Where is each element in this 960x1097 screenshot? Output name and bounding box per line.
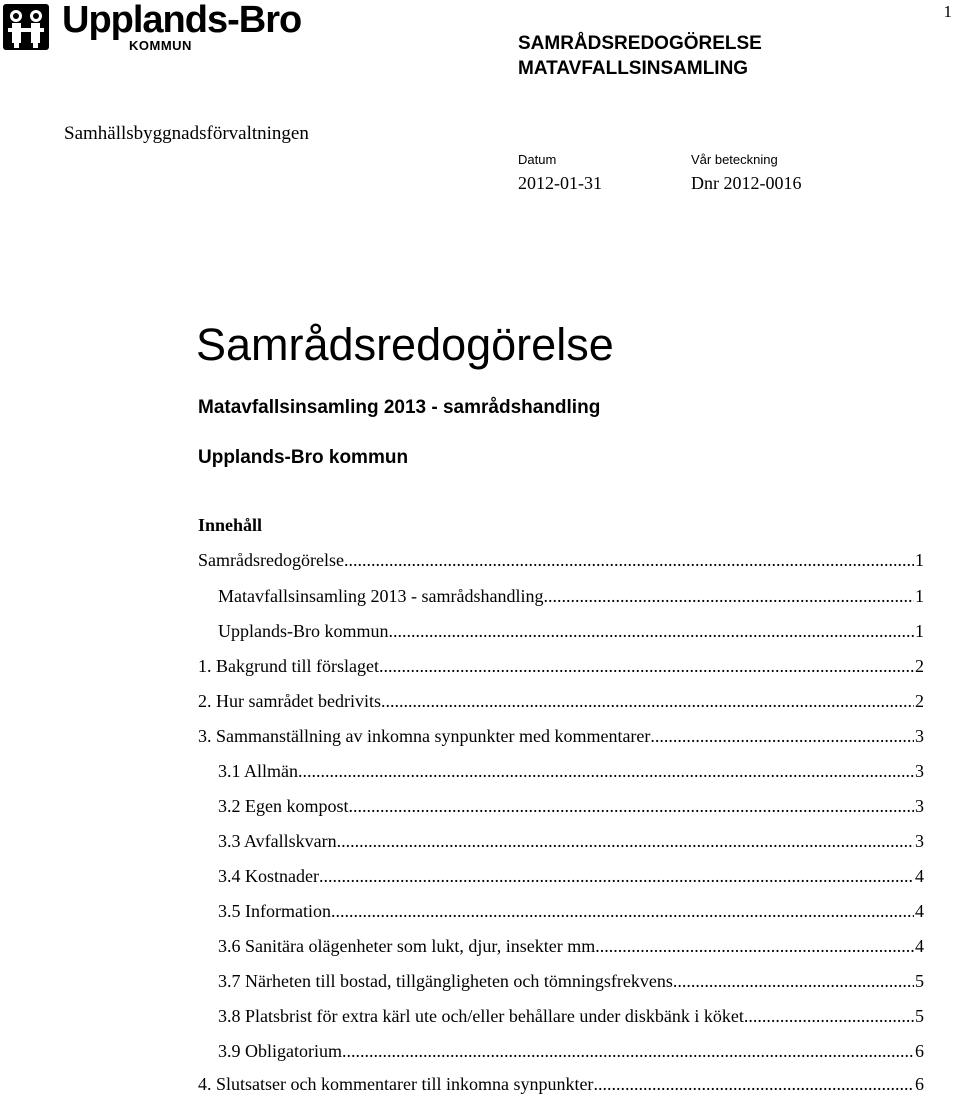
document-type-line-1: SAMRÅDSREDOGÖRELSE bbox=[518, 33, 762, 54]
toc-entry[interactable] bbox=[218, 935, 924, 957]
toc-leader bbox=[331, 900, 914, 922]
toc-entry[interactable] bbox=[218, 970, 924, 992]
toc-leader bbox=[543, 585, 914, 607]
toc-leader bbox=[342, 1040, 914, 1062]
toc-entry[interactable] bbox=[198, 655, 924, 677]
toc-entry-text: Samrådsredogörelse bbox=[198, 550, 344, 570]
municipal-emblem-icon bbox=[2, 2, 50, 52]
reference-value: Dnr 2012-0016 bbox=[691, 173, 802, 193]
toc-entry-text: 3.2 Egen kompost bbox=[218, 796, 349, 816]
toc-entry-page: 3 bbox=[915, 796, 924, 816]
toc-leader bbox=[381, 690, 914, 712]
document-type-line-2: MATAVFALLSINSAMLING bbox=[518, 58, 749, 79]
toc-entry-page: 2 bbox=[915, 656, 924, 676]
toc-entry[interactable] bbox=[198, 690, 924, 712]
toc-entry[interactable] bbox=[218, 900, 924, 922]
toc-entry-page: 1 bbox=[915, 550, 924, 570]
toc-entry-text: 3.3 Avfallskvarn bbox=[218, 831, 337, 851]
toc-entry-text: 3.9 Obligatorium bbox=[218, 1041, 342, 1061]
toc-entry[interactable] bbox=[218, 830, 924, 852]
date-label: Datum bbox=[518, 152, 557, 167]
toc-leader bbox=[337, 830, 914, 852]
toc-entry-page: 3 bbox=[915, 831, 924, 851]
toc-leader bbox=[600, 935, 914, 957]
toc-entry[interactable] bbox=[218, 795, 924, 817]
toc-leader bbox=[344, 549, 914, 571]
date-value: 2012-01-31 bbox=[518, 173, 602, 193]
toc-leader bbox=[593, 1073, 914, 1095]
toc-entry-text: 3. Sammanställning av inkomna synpunkter med kommentarer bbox=[198, 726, 651, 746]
toc-entry-page: 1 bbox=[915, 586, 924, 606]
toc-entry[interactable] bbox=[218, 760, 924, 782]
toc-entry[interactable] bbox=[218, 1040, 924, 1062]
toc-leader bbox=[748, 1005, 914, 1027]
toc-entry[interactable] bbox=[218, 585, 924, 607]
toc-leader bbox=[379, 655, 914, 677]
logo-wordmark: Upplands-Bro bbox=[62, 0, 302, 41]
toc-leader bbox=[389, 620, 915, 642]
toc-leader bbox=[650, 725, 914, 747]
reference-label: Vår beteckning bbox=[691, 152, 778, 167]
toc-entry-text: 3.1 Allmän bbox=[218, 761, 298, 781]
toc-entry-text: 3.5 Information bbox=[218, 901, 331, 921]
toc-entry-text: 3.4 Kostnader bbox=[218, 866, 319, 886]
toc-entry[interactable] bbox=[198, 725, 924, 747]
toc-entry-page: 1 bbox=[915, 621, 924, 641]
department-name: Samhällsbyggnadsförvaltningen bbox=[64, 123, 309, 144]
organization-title: Upplands-Bro kommun bbox=[198, 447, 409, 468]
toc-entry[interactable] bbox=[218, 1005, 924, 1027]
toc-entry-text: 2. Hur samrådet bedrivits bbox=[198, 691, 381, 711]
toc-entry-page: 6 bbox=[915, 1041, 924, 1061]
toc-entry-text: 3.6 Sanitära olägenheter som lukt, djur, insekter mm. bbox=[218, 936, 600, 956]
toc-entry[interactable] bbox=[198, 1073, 924, 1095]
toc-entry-page: 4 bbox=[915, 901, 924, 921]
toc-leader bbox=[319, 865, 914, 887]
toc-heading: Innehåll bbox=[198, 515, 263, 535]
document-type-header bbox=[518, 31, 762, 81]
toc-entry-page: 2 bbox=[915, 691, 924, 711]
toc-entry-text: 4. Slutsatser och kommentarer till inkomna synpunkter bbox=[198, 1074, 594, 1094]
toc-entry-page: 3 bbox=[915, 726, 924, 746]
toc-entry-text: 3.7 Närheten till bostad, tillgängligheten och tömningsfrekvens. bbox=[218, 971, 678, 991]
toc-entry-page: 4 bbox=[915, 936, 924, 956]
toc-leader bbox=[298, 760, 914, 782]
toc-entry-page: 5 bbox=[915, 1006, 924, 1026]
logo bbox=[2, 0, 302, 54]
toc-entry[interactable] bbox=[198, 549, 924, 571]
toc-entry-page: 6 bbox=[915, 1074, 924, 1094]
document-title: Samrådsredogörelse bbox=[196, 319, 614, 370]
page-number: 1 bbox=[943, 2, 952, 21]
toc-entry-page: 4 bbox=[915, 866, 924, 886]
toc-entry[interactable] bbox=[218, 865, 924, 887]
toc-leader bbox=[349, 795, 915, 817]
toc-entry-text: 3.8 Platsbrist för extra kärl ute och/eller behållare under diskbänk i köket. bbox=[218, 1006, 749, 1026]
toc-entry[interactable] bbox=[218, 620, 924, 642]
document-subtitle: Matavfallsinsamling 2013 - samrådshandling bbox=[198, 397, 601, 418]
toc-entry-text: Matavfallsinsamling 2013 - samrådshandling bbox=[218, 586, 544, 606]
logo-subtext: KOMMUN bbox=[129, 38, 192, 53]
toc-entry-page: 5 bbox=[915, 971, 924, 991]
toc-entry-page: 3 bbox=[915, 761, 924, 781]
toc-leader bbox=[677, 970, 914, 992]
toc-entry-text: Upplands-Bro kommun bbox=[218, 621, 389, 641]
toc-entry-text: 1. Bakgrund till förslaget bbox=[198, 656, 379, 676]
